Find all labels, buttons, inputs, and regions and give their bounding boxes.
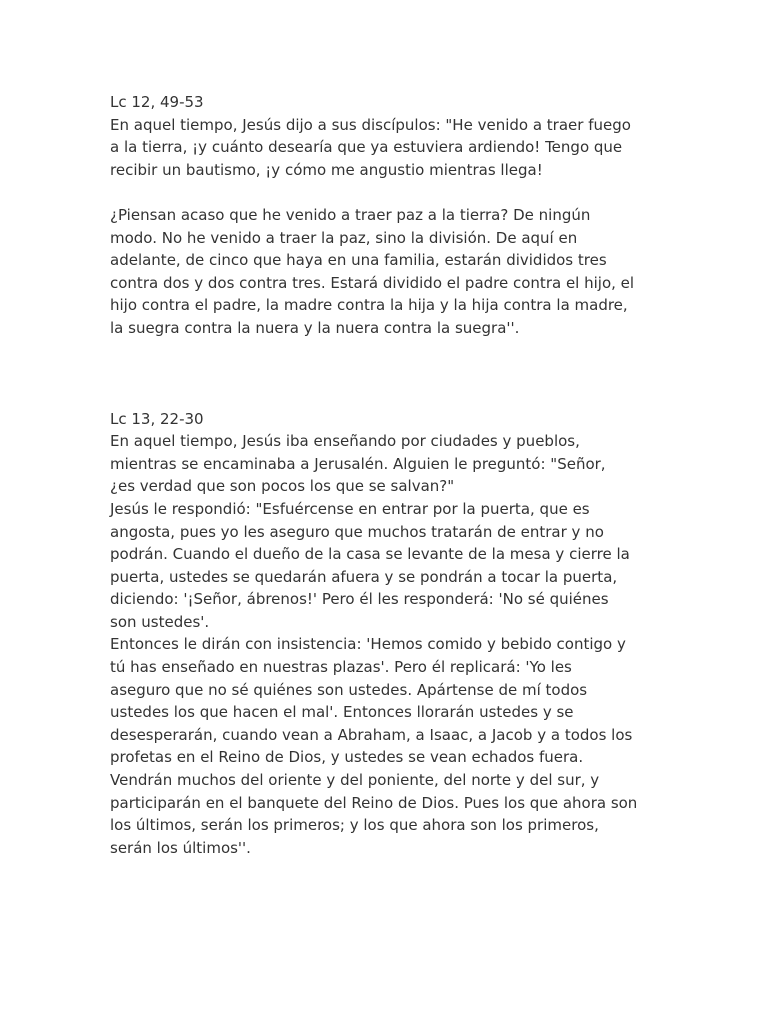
text-line: recibir un bautismo, ¡y cómo me angustio mientras llega! [110, 160, 543, 179]
text-line: los últimos, serán los primeros; y los que ahora son los primeros, [110, 816, 599, 835]
document-page [110, 91, 730, 859]
text-line: podrán. Cuando el dueño de la casa se levante de la mesa y cierre la [110, 545, 630, 564]
text-line: contra dos y dos contra tres. Estará dividido el padre contra el hijo, el [110, 273, 635, 292]
text-line: Jesús le respondió: "Esfuércense en entrar por la puerta, que es [110, 499, 590, 518]
text-line: En aquel tiempo, Jesús dijo a sus discípulos: "He venido a traer fuego [110, 115, 631, 134]
text-line: son ustedes'. [110, 612, 210, 631]
text-line: Vendrán muchos del oriente y del poniente, del norte y del sur, y [110, 771, 600, 790]
text-line: Entonces le dirán con insistencia: 'Hemos comido y bebido contigo y [110, 635, 626, 654]
text-line: ustedes los que hacen el mal'. Entonces llorarán ustedes y se [110, 703, 574, 722]
text-line: ¿Piensan acaso que he venido a traer paz a la tierra? De ningún [110, 205, 591, 224]
text-line: diciendo: '¡Señor, ábrenos!' Pero él les responderá: 'No sé quiénes [110, 590, 609, 609]
text-line: ¿es verdad que son pocos los que se salvan?" [110, 477, 455, 496]
text-line: a la tierra, ¡y cuánto desearía que ya estuviera ardiendo! Tengo que [110, 138, 623, 157]
passage-reference: Lc 13, 22-30 [110, 409, 204, 428]
text-line: adelante, de cinco que haya en una familia, estarán divididos tres [110, 251, 607, 270]
text-line: serán los últimos''. [110, 838, 251, 857]
text-line: profetas en el Reino de Dios, y ustedes se vean echados fuera. [110, 748, 584, 767]
text-line: participarán en el banquete del Reino de Dios. Pues los que ahora son [110, 793, 638, 812]
text-line: mientras se encaminaba a Jerusalén. Alguien le preguntó: "Señor, [110, 454, 606, 473]
text-line: puerta, ustedes se quedarán afuera y se pondrán a tocar la puerta, [110, 567, 618, 586]
text-line: desesperarán, cuando vean a Abraham, a Isaac, a Jacob y a todos los [110, 725, 633, 744]
text-line: En aquel tiempo, Jesús iba enseñando por ciudades y pueblos, [110, 432, 580, 451]
text-line: angosta, pues yo les aseguro que muchos tratarán de entrar y no [110, 522, 604, 541]
paragraph-gap [110, 181, 730, 204]
text-line: aseguro que no sé quiénes son ustedes. Apártense de mí todos [110, 680, 588, 699]
passage-reference: Lc 12, 49-53 [110, 93, 204, 111]
section-gap [110, 340, 730, 408]
text-line: tú has enseñado en nuestras plazas'. Pero él replicará: 'Yo les [110, 658, 572, 677]
text-line: hijo contra el padre, la madre contra la hija y la hija contra la madre, [110, 296, 628, 315]
text-line: modo. No he venido a traer la paz, sino la división. De aquí en [110, 228, 578, 247]
text-line: la suegra contra la nuera y la nuera contra la suegra''. [110, 318, 520, 337]
